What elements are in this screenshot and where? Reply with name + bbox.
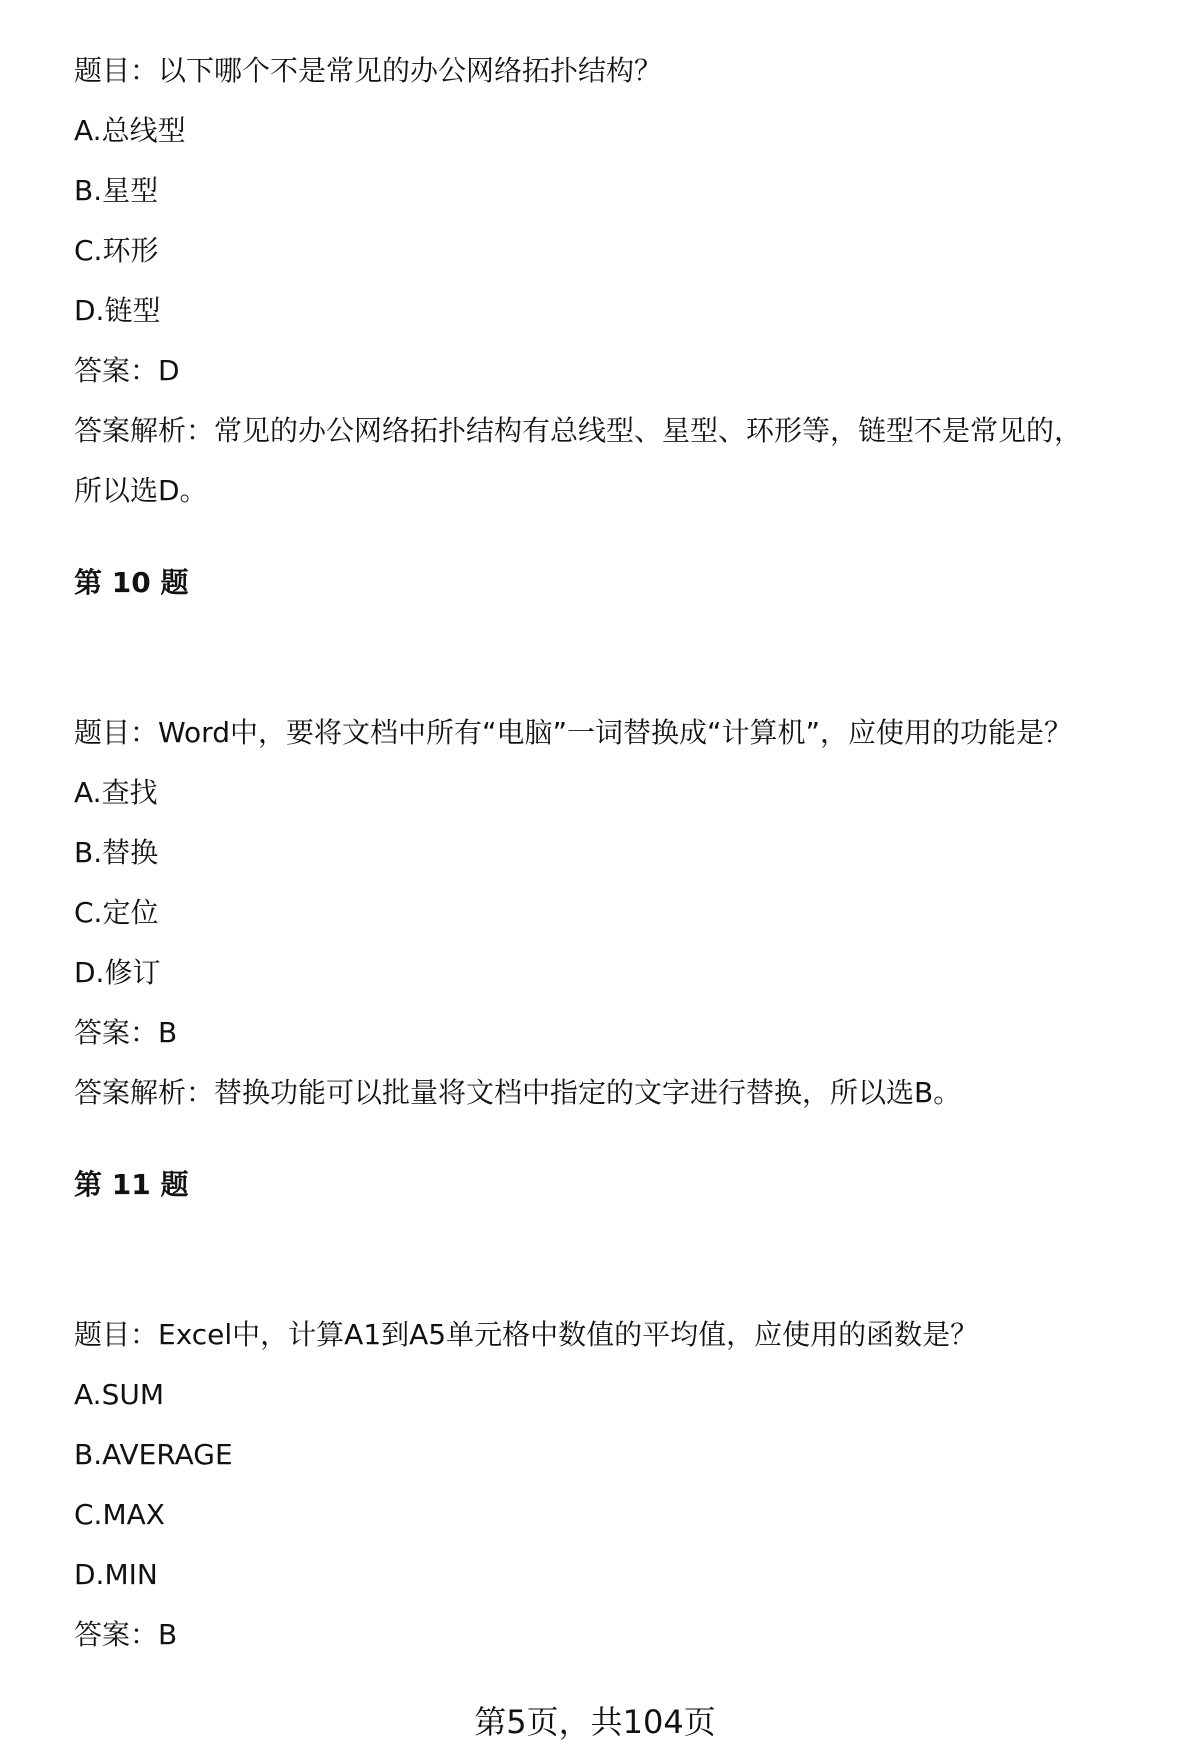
option-d: D.链型 <box>74 294 161 327</box>
option-b: B.星型 <box>74 174 159 207</box>
option-b: B.AVERAGE <box>74 1438 233 1471</box>
option-c: C.定位 <box>74 896 159 929</box>
answer-text: 答案：B <box>74 1618 178 1651</box>
option-a: A.SUM <box>74 1378 164 1411</box>
explanation-text: 答案解析：替换功能可以批量将文档中指定的文字进行替换，所以选B。 <box>74 1076 962 1109</box>
explanation-text-continued: 所以选D。 <box>74 474 208 507</box>
question-text: 题目：以下哪个不是常见的办公网络拓扑结构？ <box>74 54 663 87</box>
answer-text: 答案：D <box>74 354 180 387</box>
question-text: 题目：Word中，要将文档中所有“电脑”一词替换成“计算机”，应使用的功能是？ <box>74 716 1072 749</box>
option-d: D.修订 <box>74 956 161 989</box>
option-c: C.环形 <box>74 234 159 267</box>
option-a: A.总线型 <box>74 114 186 147</box>
option-c: C.MAX <box>74 1498 165 1531</box>
question-heading: 第 10 题 <box>74 566 189 599</box>
answer-text: 答案：B <box>74 1016 178 1049</box>
option-b: B.替换 <box>74 836 159 869</box>
question-heading: 第 11 题 <box>74 1168 189 1201</box>
option-a: A.查找 <box>74 776 158 809</box>
question-text: 题目：Excel中，计算A1到A5单元格中数值的平均值，应使用的函数是？ <box>74 1318 979 1351</box>
explanation-text: 答案解析：常见的办公网络拓扑结构有总线型、星型、环形等，链型不是常见的， <box>74 414 1083 447</box>
option-d: D.MIN <box>74 1558 158 1591</box>
page-number: 第5页，共104页 <box>474 1703 716 1741</box>
